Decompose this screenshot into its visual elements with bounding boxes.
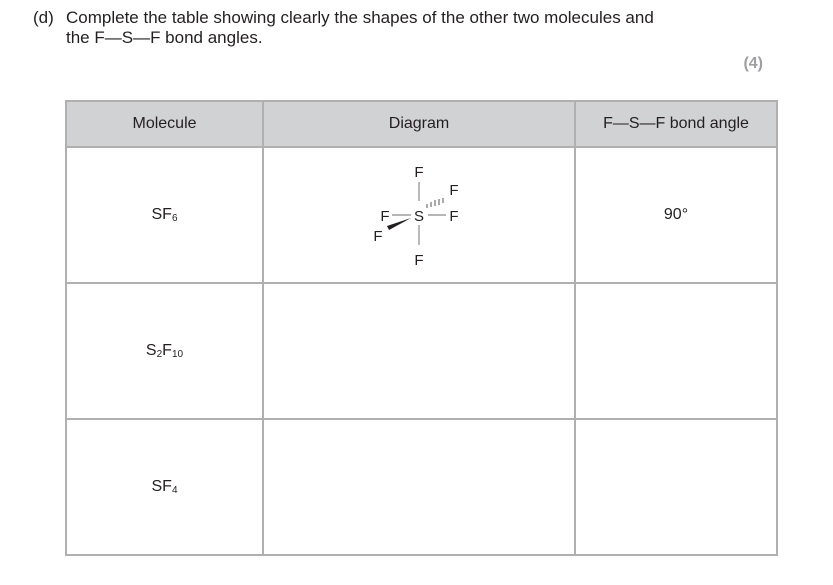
bond-angle-answer-cell[interactable]: [575, 283, 777, 419]
bond-angle-answer-cell[interactable]: [575, 419, 777, 555]
svg-text:F: F: [449, 182, 459, 199]
table-row-sf4: [66, 419, 777, 555]
svg-text:F: F: [373, 228, 383, 245]
question-text: [33, 8, 654, 48]
molecule-cell: $SF_4$: [66, 419, 263, 555]
header-bond-angle: F—S—F bond angle: [575, 101, 777, 147]
svg-text:F: F: [414, 252, 424, 269]
header-row: [66, 101, 777, 147]
svg-text:S: S: [413, 208, 425, 225]
question-label: (d): [33, 8, 54, 27]
molecule-cell: $SF_6$: [66, 147, 263, 283]
diagram-answer-cell[interactable]: [263, 283, 575, 419]
header-molecule: Molecule: [66, 101, 263, 147]
diagram-answer-cell[interactable]: [263, 419, 575, 555]
header-diagram: Diagram: [263, 101, 575, 147]
sf6-structure-diagram: [359, 155, 479, 270]
molecule-cell: $S_2F_{10}$: [66, 283, 263, 419]
answer-table: [65, 100, 778, 556]
svg-text:F: F: [449, 208, 459, 225]
bond-angle-cell: 90°: [575, 147, 777, 283]
diagram-cell: [263, 147, 575, 283]
marks-indicator: (4): [743, 55, 763, 72]
svg-text:F: F: [380, 208, 390, 225]
question-line2: the F—S—F bond angles.: [66, 28, 263, 47]
table-row-s2f10: [66, 283, 777, 419]
table-row-sf6: [66, 147, 777, 283]
question-line1: Complete the table showing clearly the shapes of the other two molecules and: [66, 8, 654, 27]
svg-text:F: F: [414, 164, 424, 181]
